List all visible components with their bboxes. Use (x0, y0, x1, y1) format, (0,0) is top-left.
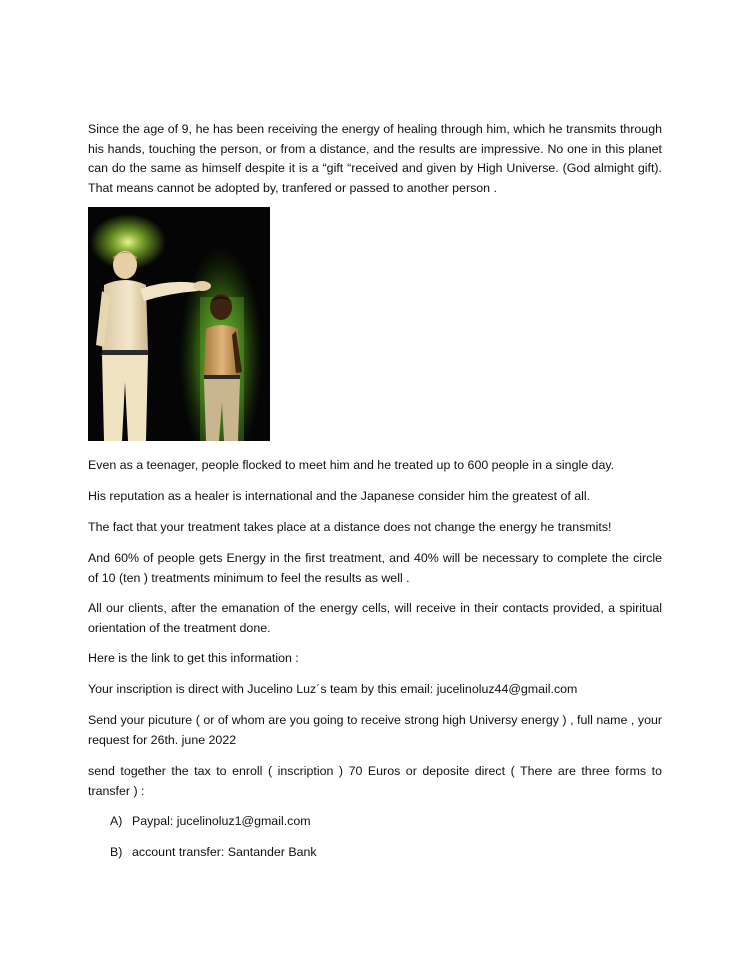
paragraph-reputation: His reputation as a healer is international and the Japanese consider him the greatest of all. (88, 489, 591, 503)
list-marker: A) (110, 814, 123, 828)
list-item-bank-transfer (110, 843, 317, 863)
paragraph-teenager: Even as a teenager, people flocked to meet him and he treated up to 600 people in a single day. (88, 458, 615, 472)
paragraph-send-tax: send together the tax to enroll ( inscription ) 70 Euros or deposite direct ( There are three forms to transfer ) : (88, 764, 662, 798)
list-marker: B) (110, 845, 123, 859)
paragraph-inscription: Your inscription is direct with Jucelino Luz´s team by this email: jucelinoluz44@gmail.com (88, 682, 578, 696)
paragraph-percent: And 60% of people gets Energy in the first treatment, and 40% will be necessary to complete the circle of 10 (ten ) treatments minimum to feel the results as well . (88, 551, 662, 585)
list-item-paypal (110, 812, 311, 832)
paragraph-clients: All our clients, after the emanation of the energy cells, will receive in their contacts provided, a spiritual orientation of the treatment done. (88, 601, 662, 635)
paragraph-distance: The fact that your treatment takes place at a distance does not change the energy he transmits! (88, 520, 612, 534)
healing-illustration (88, 207, 270, 441)
paragraph-link: Here is the link to get this information : (88, 651, 299, 665)
paragraph-send-picture: Send your picuture ( or of whom are you going to receive strong high Universy energy ) , full name , your request for 26th. june 2022 (88, 713, 662, 747)
list-item-text: account transfer: Santander Bank (132, 845, 317, 859)
healing-illustration-graphic (88, 207, 270, 441)
paragraph-intro: Since the age of 9, he has been receiving the energy of healing through him, which he transmits through his hands, touching the person, or from a distance, and the results are impressive. No one in this planet can do the same as himself despite it is a “gift “received and given by High Universe. (God almight gift). That means cannot be adopted by, tranfered or passed to another person . (88, 122, 662, 195)
list-item-text: Paypal: jucelinoluz1@gmail.com (132, 814, 311, 828)
